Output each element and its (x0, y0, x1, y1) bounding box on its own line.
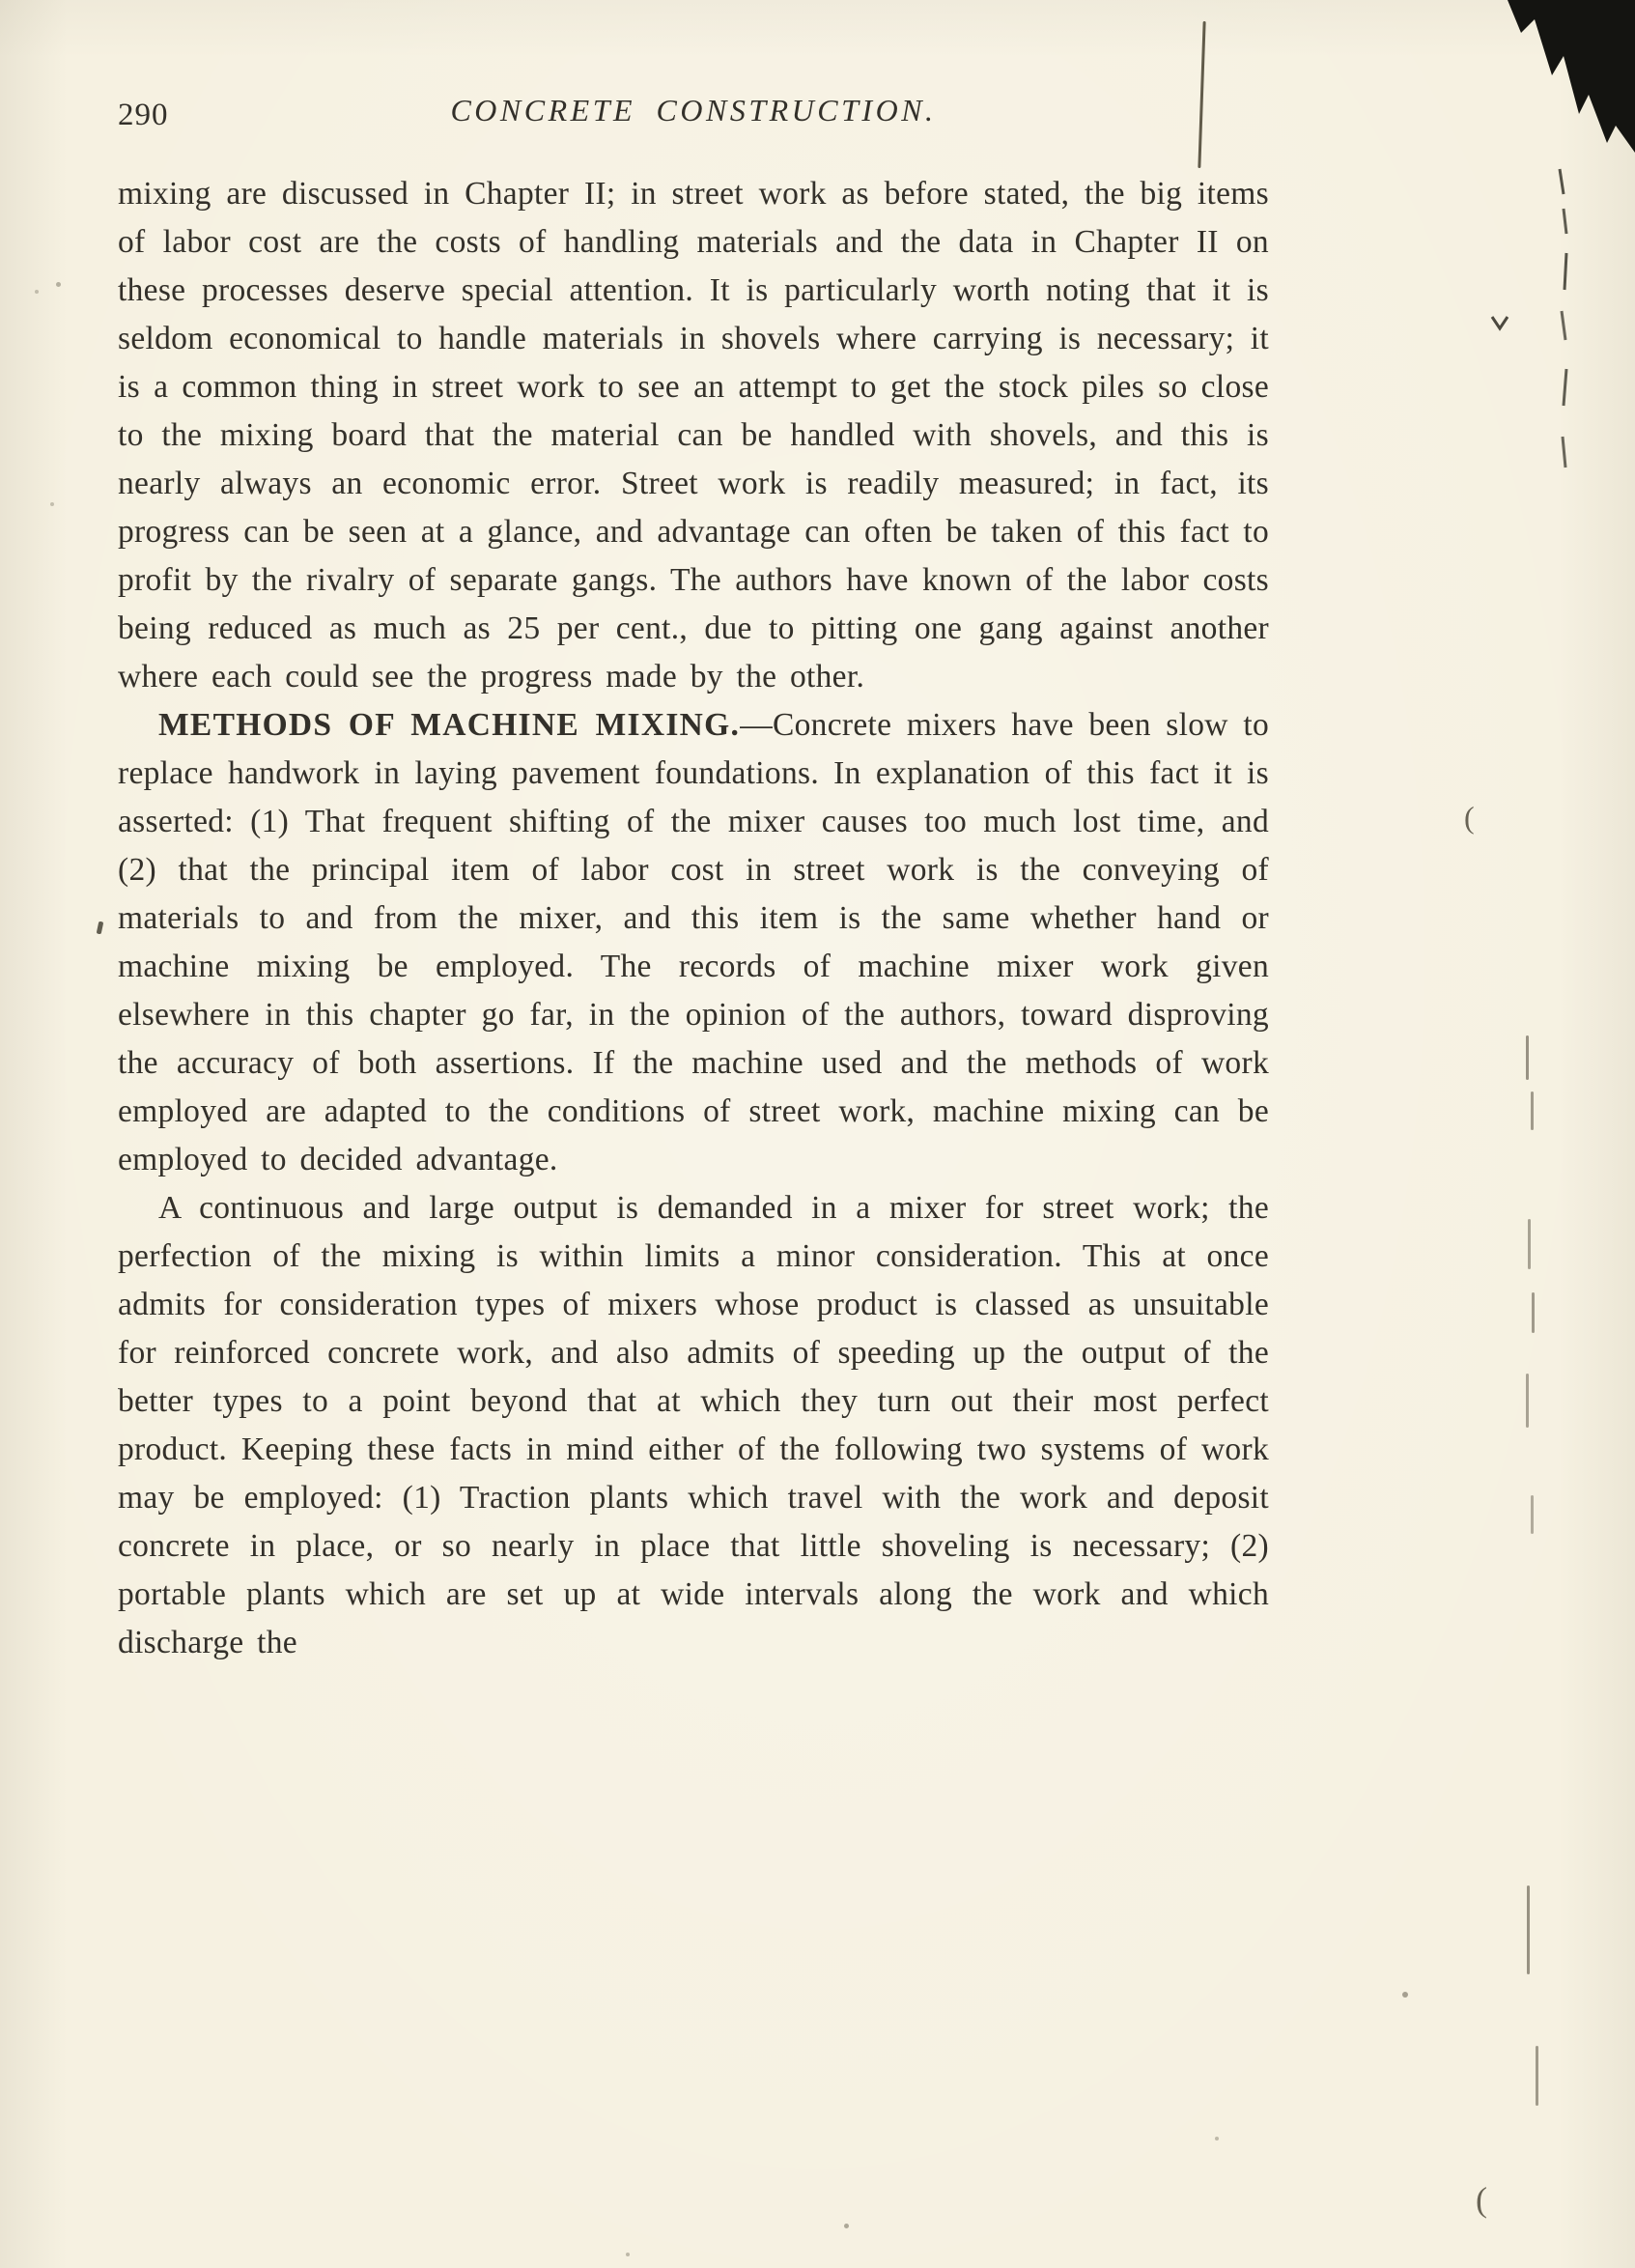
scan-dot (1215, 2137, 1219, 2140)
scan-dot (1402, 1992, 1408, 1998)
scan-margin-mark (1536, 2046, 1538, 2106)
section-heading: METHODS OF MACHINE MIXING. (158, 707, 741, 743)
scan-margin-mark (1531, 1495, 1534, 1534)
running-title: CONCRETE CONSTRUCTION. (450, 93, 937, 128)
scan-blot-top-right (1471, 0, 1635, 522)
scan-paren-mark: ( (1464, 800, 1475, 835)
paragraph: A continuous and large output is demanded in a mixer for street work; the perfection of the mixing is within limits a minor consideration. This at once admits for consideration types of mixers whose product is classed as unsuitable for reinforced concrete work, and also admits of speeding up the output of the better types to a point beyond that at which they turn out their most perfect product. Keeping these facts in mind either of the following two systems of work may be employed: (1) Traction plants which travel with the work and deposit concrete in place, or so nearly in place that little shoveling is necessary; (2) portable plants which are set up at wide intervals along the work and which discharge the (118, 1190, 1269, 1660)
scan-margin-mark (1528, 1219, 1531, 1269)
scan-margin-mark (1532, 1292, 1535, 1333)
scan-margin-mark (1531, 1091, 1534, 1130)
scan-tick-mark (97, 921, 104, 935)
scan-dot (50, 502, 54, 506)
scan-margin-mark (1526, 1035, 1529, 1080)
scan-dot (844, 2224, 849, 2228)
scan-dot (35, 290, 39, 294)
page-header (118, 93, 1269, 132)
paragraph-text: —Concrete mixers have been slow to replace handwork in laying pavement foundations. In explanation of this fact it is asserted: (1) That frequent shifting of the mixer causes too much lost time, and (2) that the principal item of labor cost in street work is the conveying of materials to and from the mixer, and this item is the same whether hand or machine mixing be employed. The records of machine mixer work given elsewhere in this chapter go far, in the opinion of the authors, toward disproving the accuracy of both assertions. If the machine used and the methods of work employed are adapted to the conditions of street work, machine mixing can be employed to decided advantage. (118, 707, 1269, 1177)
scan-paren-mark: ( (1476, 2180, 1487, 2219)
text-block (118, 170, 1269, 1667)
scan-dot (626, 2253, 630, 2256)
paragraph: mixing are discussed in Chapter II; in street work as before stated, the big items of labor cost are the costs of handling materials and the data in Chapter II on these processes deserve special attention. It is particularly worth noting that it is seldom economical to handle materials in shovels where carrying is necessary; it is a common thing in street work to see an attempt to get the stock piles so close to the mixing board that the material can be handled with shovels, and this is nearly always an economic error. Street work is readily measured; in fact, its progress can be seen at a glance, and advantage can often be taken of this fact to profit by the rivalry of separate gangs. The authors have known of the labor costs being reduced as much as 25 per cent., due to pitting one gang against another where each could see the progress made by the other. (118, 176, 1269, 695)
scan-margin-mark (1527, 1885, 1530, 1974)
paragraph (118, 701, 1269, 1184)
scan-margin-mark (1526, 1374, 1529, 1428)
page-number: 290 (118, 98, 169, 132)
scan-dot (56, 282, 61, 287)
